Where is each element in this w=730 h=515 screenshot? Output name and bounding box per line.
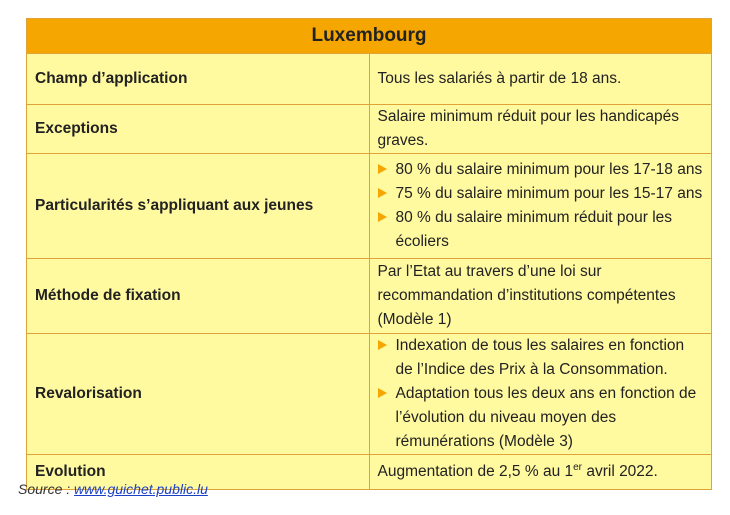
row-value-exceptions: Salaire minimum réduit pour les handicapés graves. bbox=[369, 105, 712, 154]
source-caption bbox=[18, 481, 208, 497]
jeunes-list bbox=[378, 158, 704, 254]
row-label-revalorisation: Revalorisation bbox=[27, 334, 370, 455]
table-row bbox=[27, 54, 712, 105]
source-link[interactable]: www.guichet.public.lu bbox=[74, 481, 208, 497]
row-label-evolution: Evolution bbox=[27, 455, 370, 490]
bullet-arrow-icon bbox=[378, 188, 387, 198]
table-title: Luxembourg bbox=[27, 19, 712, 54]
row-value-revalorisation bbox=[369, 334, 712, 455]
row-label-methode: Méthode de fixation bbox=[27, 259, 370, 334]
row-label-exceptions: Exceptions bbox=[27, 105, 370, 154]
list-item: 80 % du salaire minimum réduit pour les écoliers bbox=[378, 206, 704, 254]
list-item: 75 % du salaire minimum pour les 15-17 ans bbox=[378, 182, 704, 206]
source-prefix: Source : bbox=[18, 481, 75, 497]
bullet-arrow-icon bbox=[378, 340, 387, 350]
revalorisation-list bbox=[378, 334, 704, 454]
row-value-jeunes bbox=[369, 154, 712, 259]
bullet-arrow-icon bbox=[378, 388, 387, 398]
row-label-champ: Champ d’application bbox=[27, 54, 370, 105]
summary-table bbox=[26, 18, 712, 490]
row-value-evolution: Augmentation de 2,5 % au 1er avril 2022. bbox=[369, 455, 712, 490]
table-row bbox=[27, 105, 712, 154]
row-label-jeunes: Particularités s’appliquant aux jeunes bbox=[27, 154, 370, 259]
bullet-arrow-icon bbox=[378, 164, 387, 174]
list-item: Indexation de tous les salaires en fonction de l’Indice des Prix à la Consommation. bbox=[378, 334, 704, 382]
list-item: Adaptation tous les deux ans en fonction de l’évolution du niveau moyen des rémunérations (Modèle 3) bbox=[378, 382, 704, 454]
table-row bbox=[27, 334, 712, 455]
bullet-arrow-icon bbox=[378, 212, 387, 222]
table-row bbox=[27, 259, 712, 334]
list-item: 80 % du salaire minimum pour les 17-18 ans bbox=[378, 158, 704, 182]
row-value-champ: Tous les salariés à partir de 18 ans. bbox=[369, 54, 712, 105]
table-header-row bbox=[27, 19, 712, 54]
row-value-methode: Par l’Etat au travers d’une loi sur recommandation d’institutions compétentes (Modèle 1) bbox=[369, 259, 712, 334]
table-row bbox=[27, 154, 712, 259]
